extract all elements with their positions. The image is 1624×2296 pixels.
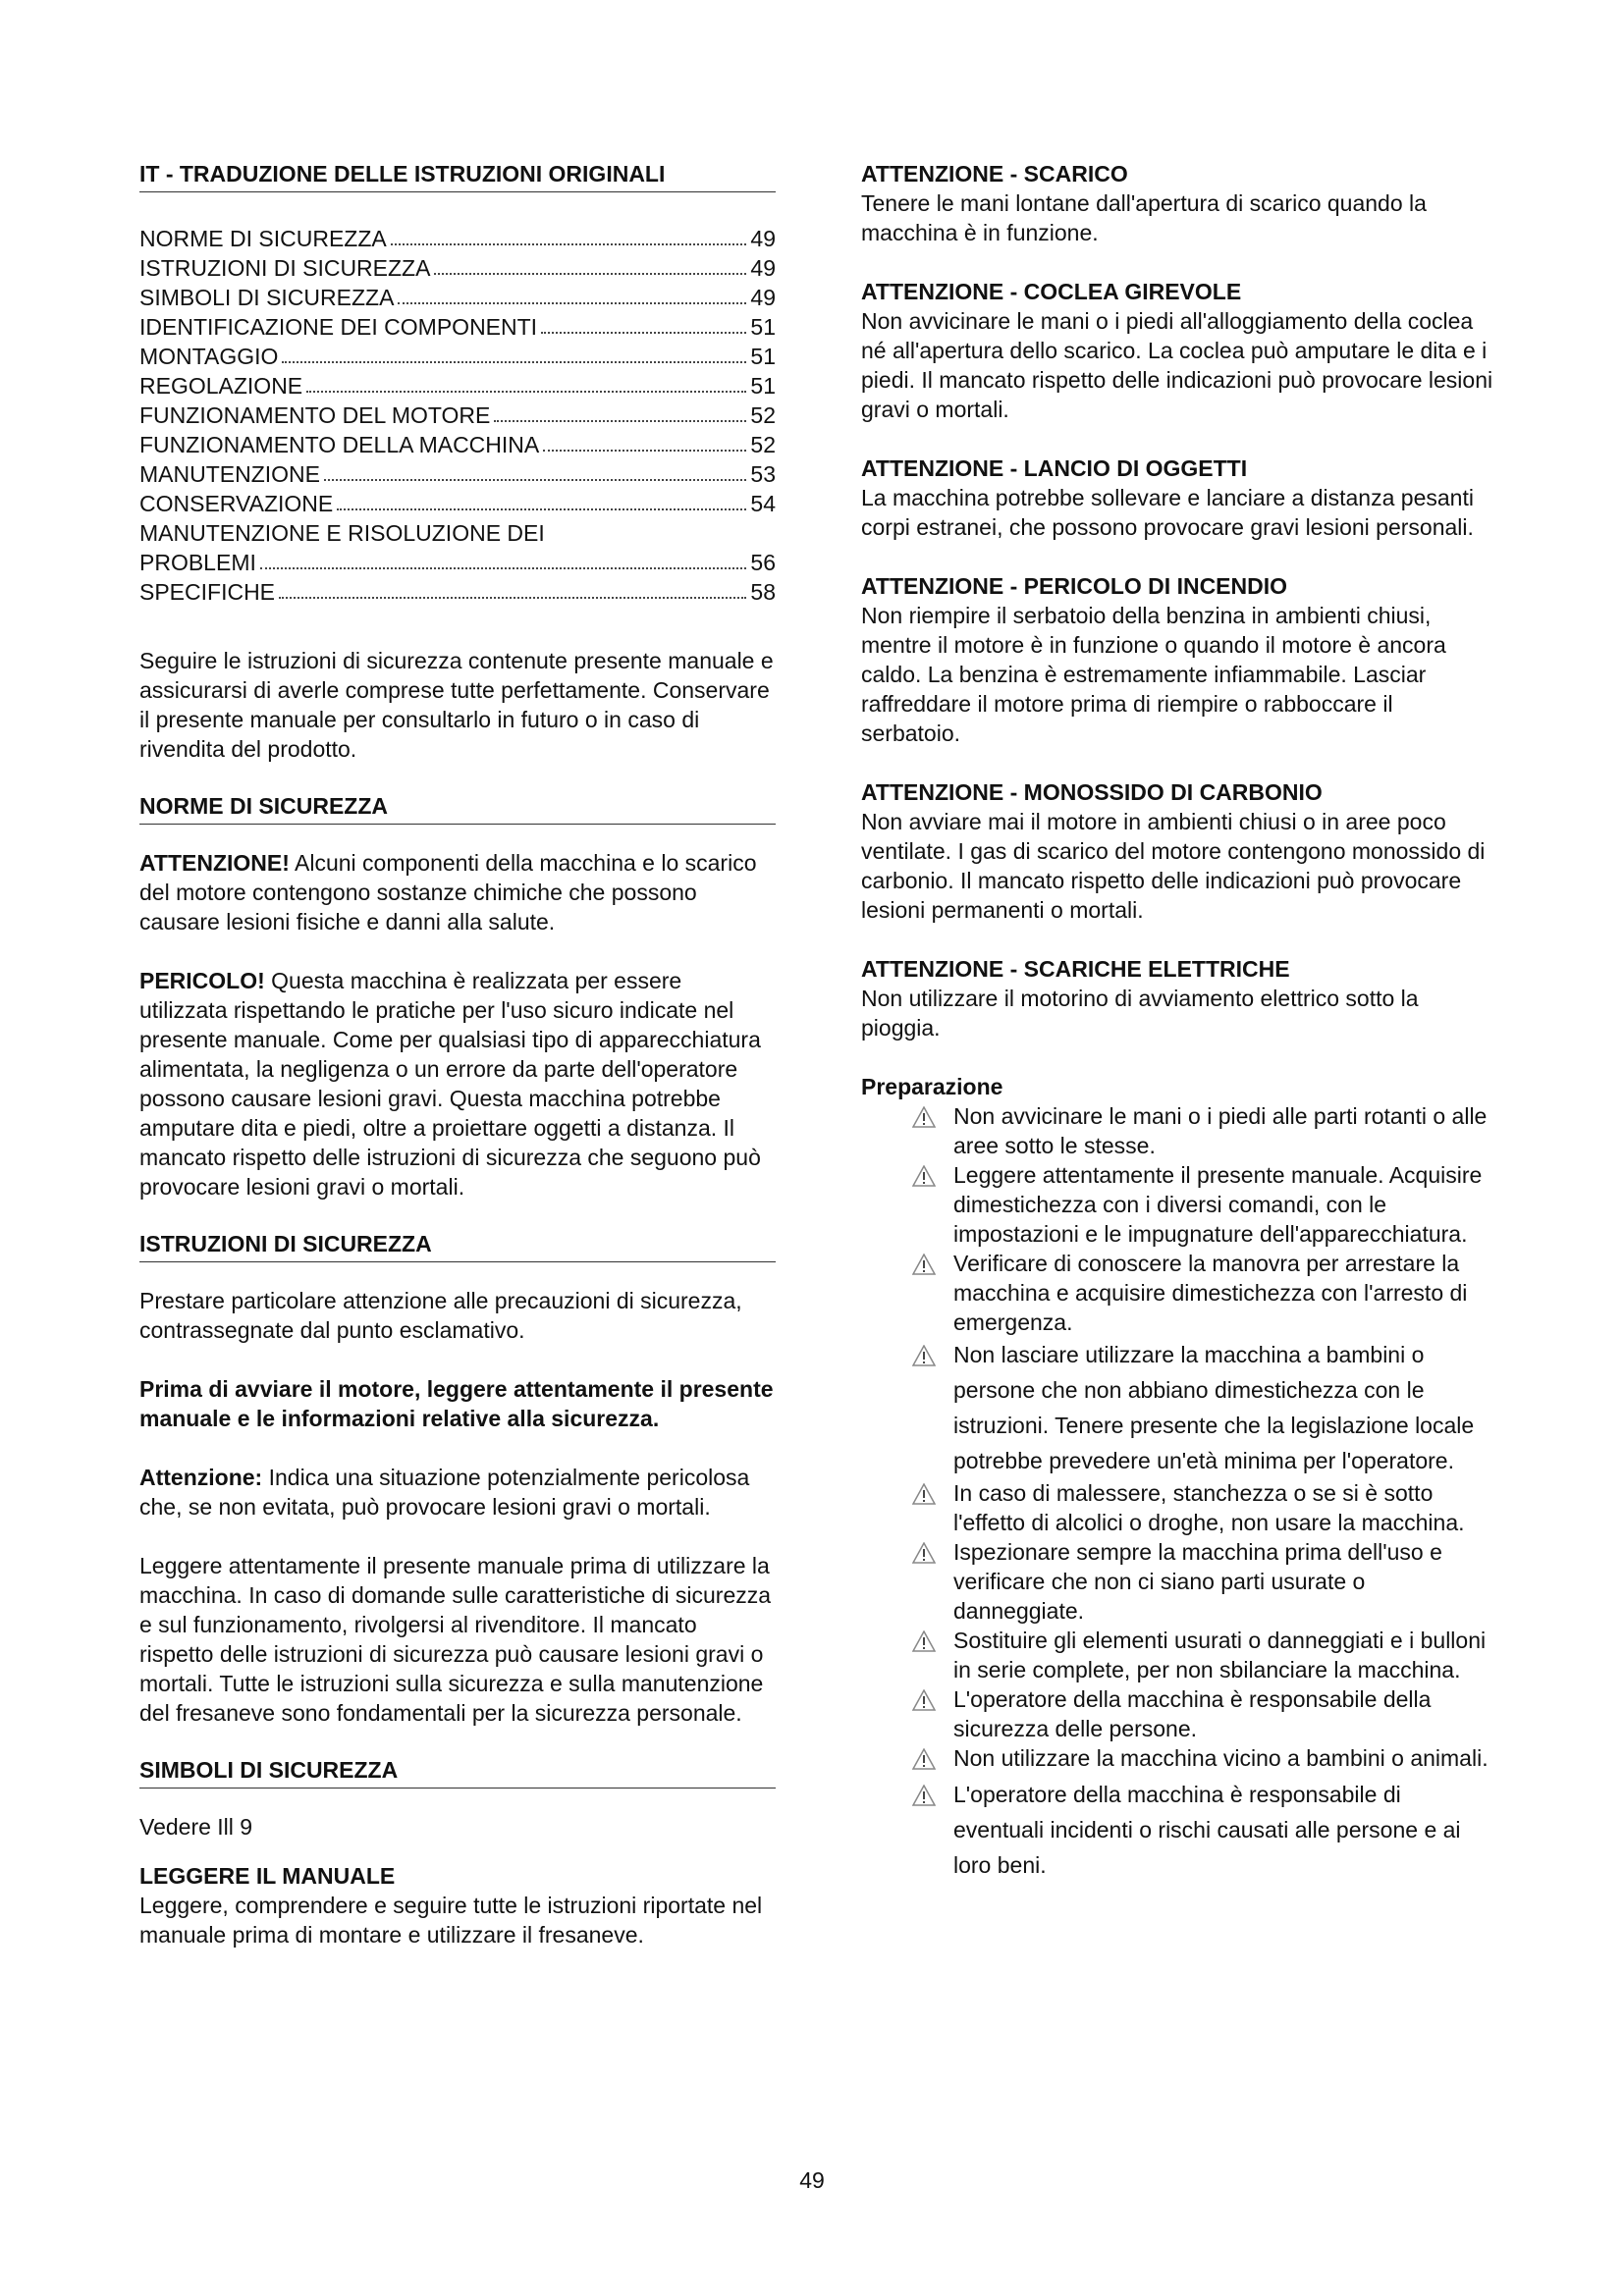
istruzioni-p2: Prima di avviare il motore, leggere attentamente il presente manuale e le informazioni relative alla sicurezza.: [139, 1376, 774, 1431]
warning-triangle-icon: [912, 1684, 940, 1743]
warning-lancio-oggetti: ATTENZIONE - LANCIO DI OGGETTI La macchina potrebbe sollevare e lanciare a distanza pesanti corpi estranei, che possono provocare gravi lesioni personali.: [861, 455, 1474, 540]
warning-incendio: ATTENZIONE - PERICOLO DI INCENDIO Non riempire il serbatoio della benzina in ambienti chiusi, mentre il motore è in funzione o quando il motore è ancora caldo. La benzina è estremamente infiammabile. Lasciar raffreddare il motore prima di riempire o rabboccare il serbatoio.: [861, 573, 1446, 746]
toc-item[interactable]: MONTAGGIO 51: [139, 344, 776, 369]
intro-paragraph: Seguire le istruzioni di sicurezza contenute presente manuale e assicurarsi di averle comprese tutte perfettamente. Conservare il presente manuale per consultarlo in futuro o in caso di rivendita del prodotto.: [139, 648, 774, 762]
warning-triangle-icon: [912, 1478, 940, 1537]
toc-item[interactable]: IDENTIFICAZIONE DEI COMPONENTI 51: [139, 314, 776, 340]
list-item: Leggere attentamente il presente manuale. Acquisire dimestichezza con i diversi comandi, con le impostazioni e le impugnature dell'apparecchiatura.: [861, 1160, 1497, 1249]
list-item: Non utilizzare la macchina vicino a bambini o animali.: [861, 1743, 1497, 1777]
toc-item[interactable]: MANUTENZIONE 53: [139, 461, 776, 487]
list-item: L'operatore della macchina è responsabile della sicurezza delle persone.: [861, 1684, 1497, 1743]
pericolo-paragraph: PERICOLO! Questa macchina è realizzata per essere utilizzata rispettando le pratiche per l'uso sicuro indicate nel presente manuale. Come per qualsiasi tipo di apparecchiatura alimentata, la negligenza o un errore da parte dell'operatore possono causare lesioni gravi. Questa macchina potrebbe amputare dita e piedi, oltre a proiettare oggetti a distanza. Il mancato rispetto delle istruzioni di sicurezza che seguono può provocare lesioni gravi o mortali.: [139, 968, 761, 1200]
toc-item[interactable]: NORME DI SICUREZZA 49: [139, 226, 776, 251]
toc-item[interactable]: FUNZIONAMENTO DELLA MACCHINA 52: [139, 432, 776, 457]
istruzioni-title: ISTRUZIONI DI SICUREZZA: [139, 1229, 776, 1262]
warning-triangle-icon: [912, 1743, 940, 1777]
warning-coclea: ATTENZIONE - COCLEA GIREVOLE Non avvicinare le mani o i piedi all'alloggiamento della coclea né all'apertura dello scarico. La coclea può amputare le dita e i piedi. Il mancato rispetto delle indicazioni può provocare lesioni gravi o mortali.: [861, 279, 1493, 422]
main-title: IT - TRADUZIONE DELLE ISTRUZIONI ORIGINALI: [139, 159, 776, 192]
warning-triangle-icon: [912, 1337, 940, 1478]
warning-monossido: ATTENZIONE - MONOSSIDO DI CARBONIO Non avviare mai il motore in ambienti chiusi o in aree poco ventilate. I gas di scarico del motore contengono monossido di carbonio. Il mancato rispetto delle indicazioni può provocare lesioni permanenti o mortali.: [861, 779, 1486, 923]
toc-item[interactable]: ISTRUZIONI DI SICUREZZA 49: [139, 255, 776, 281]
list-item: Sostituire gli elementi usurati o danneggiati e i bulloni in serie complete, per non sbilanciare la macchina.: [861, 1626, 1497, 1684]
istruzioni-p4: Leggere attentamente il presente manuale prima di utilizzare la macchina. In caso di domande sulle caratteristiche di sicurezza e sul funzionamento, rivolgersi al rivenditore. Il mancato rispetto delle istruzioni di sicurezza può causare lesioni gravi o mortali. Tutte le istruzioni sulla sicurezza e sulla manutenzione del fresaneve sono fondamentali per la sicurezza personale.: [139, 1553, 772, 1726]
warning-triangle-icon: [912, 1777, 940, 1883]
preparazione-title: Preparazione: [861, 1074, 1003, 1099]
warning-triangle-icon: [912, 1249, 940, 1337]
list-item: In caso di malessere, stanchezza o se si è sotto l'effetto di alcolici o droghe, non usare la macchina.: [861, 1478, 1497, 1537]
norme-title: NORME DI SICUREZZA: [139, 791, 776, 825]
warning-scariche-elettriche: ATTENZIONE - SCARICHE ELETTRICHE Non utilizzare il motorino di avviamento elettrico sotto la pioggia.: [861, 956, 1419, 1041]
toc-item[interactable]: REGOLAZIONE 51: [139, 373, 776, 399]
toc-item[interactable]: FUNZIONAMENTO DEL MOTORE 52: [139, 402, 776, 428]
leggere-manuale-text: Leggere, comprendere e seguire tutte le istruzioni riportate nel manuale prima di montare e utilizzare il fresaneve.: [139, 1893, 763, 1948]
attenzione-paragraph: ATTENZIONE! Alcuni componenti della macchina e lo scarico del motore contengono sostanze chimiche che possono causare lesioni fisiche e danni alla salute.: [139, 850, 757, 934]
list-item: Non lasciare utilizzare la macchina a bambini o persone che non abbiano dimestichezza con le istruzioni. Tenere presente che la legislazione locale potrebbe prevedere un'età minima per l'operatore.: [861, 1337, 1497, 1478]
leggere-manuale-title: LEGGERE IL MANUALE: [139, 1863, 396, 1889]
toc-item[interactable]: SPECIFICHE 58: [139, 579, 776, 605]
warning-triangle-icon: [912, 1626, 940, 1684]
list-item: Non avvicinare le mani o i piedi alle parti rotanti o alle aree sotto le stesse.: [861, 1101, 1497, 1160]
warning-triangle-icon: [912, 1160, 940, 1249]
vedere-text: Vedere Ill 9: [139, 1814, 253, 1840]
right-column: [861, 159, 1497, 1883]
istruzioni-p1: Prestare particolare attenzione alle precauzioni di sicurezza, contrassegnate dal punto esclamativo.: [139, 1288, 742, 1343]
toc-item[interactable]: PROBLEMI 56: [139, 550, 776, 575]
warning-triangle-icon: [912, 1101, 940, 1160]
toc-item[interactable]: CONSERVAZIONE 54: [139, 491, 776, 516]
toc-item-first-line[interactable]: MANUTENZIONE E RISOLUZIONE DEI: [139, 520, 545, 546]
istruzioni-p3: Attenzione: Indica una situazione potenzialmente pericolosa che, se non evitata, può provocare lesioni gravi o mortali.: [139, 1465, 750, 1520]
left-column: [139, 159, 776, 1949]
warning-scarico: ATTENZIONE - SCARICO Tenere le mani lontane dall'apertura di scarico quando la macchina è in funzione.: [861, 161, 1427, 245]
page-number: 49: [799, 2167, 825, 2193]
preparazione-list: [861, 1101, 1497, 1883]
simboli-title: SIMBOLI DI SICUREZZA: [139, 1755, 776, 1789]
toc-item[interactable]: SIMBOLI DI SICUREZZA 49: [139, 285, 776, 310]
list-item: Ispezionare sempre la macchina prima dell'uso e verificare che non ci siano parti usurate o danneggiate.: [861, 1537, 1497, 1626]
table-of-contents: [139, 224, 776, 607]
warning-triangle-icon: [912, 1537, 940, 1626]
list-item: L'operatore della macchina è responsabile di eventuali incidenti o rischi causati alle persone e ai loro beni.: [861, 1777, 1497, 1883]
list-item: Verificare di conoscere la manovra per arrestare la macchina e acquisire dimestichezza con l'arresto di emergenza.: [861, 1249, 1497, 1337]
